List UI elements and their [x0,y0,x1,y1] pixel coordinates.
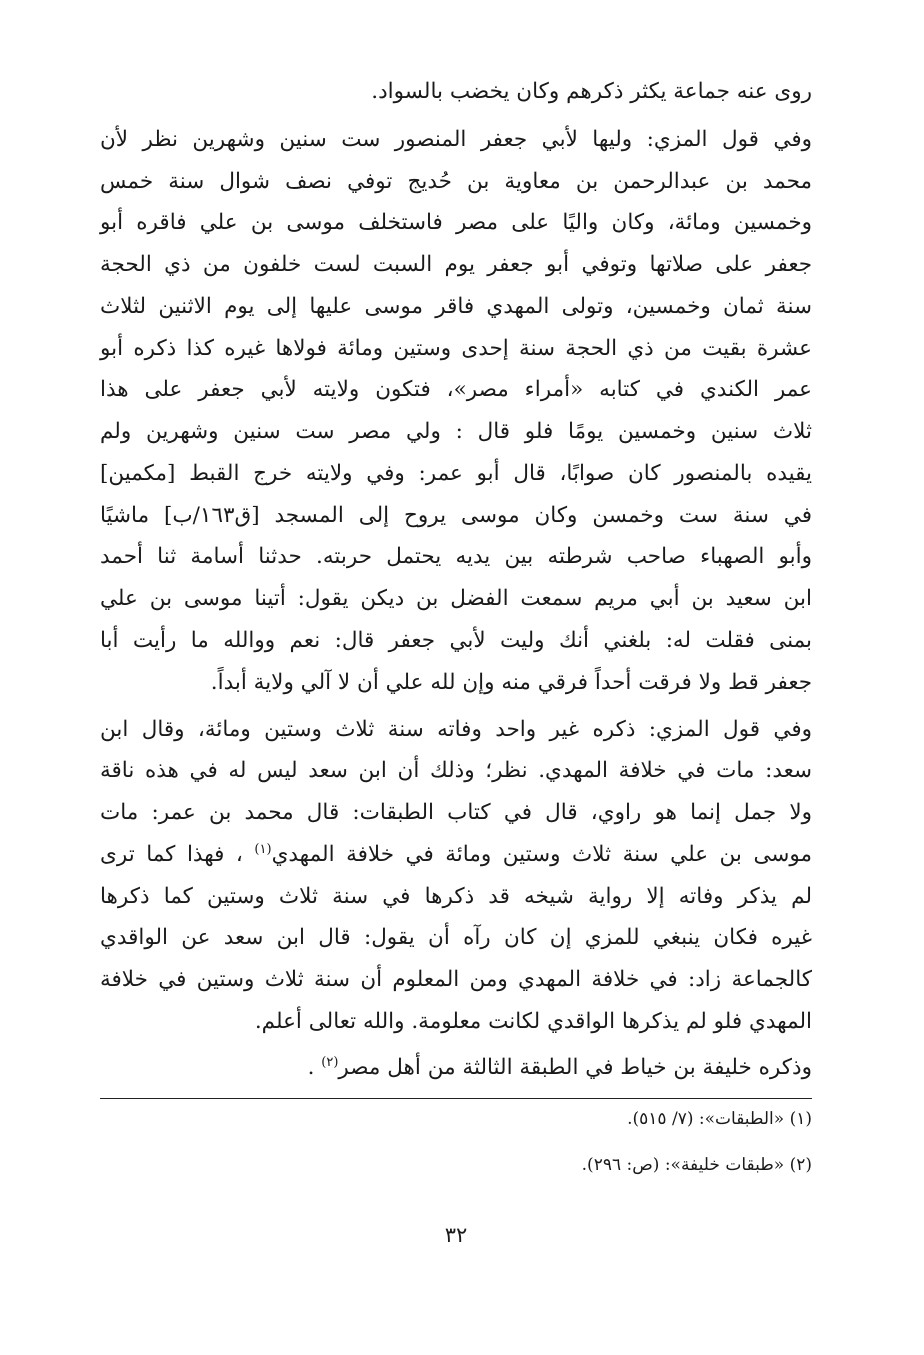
body-line: وفي قول المزي: وليها لأبي جعفر المنصور ست سنين وشهرين نظر لأن [100,127,812,152]
body-line-text: موسى بن علي سنة ثلاث وستين ومائة في خلافة المهدي [271,842,813,867]
body-line: عمر الكندي في كتابه «أمراء مصر»، فتكون ولايته لأبي جعفر على هذا [100,377,812,402]
body-line: محمد بن عبدالرحمن بن معاوية بن حُديج توفي نصف شوال سنة خمس [100,169,812,194]
body-line: يقيده بالمنصور كان صوابًا، قال أبو عمر: وفي ولايته خرج القبط [مكمين] [100,461,812,486]
body-line-with-note [100,1046,812,1090]
body-line: روى عنه جماعة يكثر ذكرهم وكان يخضب بالسواد. [371,79,812,104]
body-line-text: ، فهذا كما ترى [100,842,243,867]
body-line: وفي قول المزي: ذكره غير واحد وفاته سنة ثلاث وستين ومائة، وقال ابن [100,717,812,742]
body-line: جعفر قط ولا فرقت أحداً فرقي منه وإن لله علي أن لا آلي ولاية أبداً. [210,670,812,695]
body-line: سعد: مات في خلافة المهدي. نظر؛ وذلك أن ابن سعد ليس له في هذه ناقة [100,758,812,783]
footnote-marker: (٢) [321,1054,339,1070]
body-line-text: . [307,1055,315,1080]
body-line: سنة ثمان وخمسين، وتولى المهدي فاقر موسى عليها إلى يوم الاثنين لثلاث [100,294,812,319]
body-line: غيره فكان ينبغي للمزي إن كان رآه أن يقول: قال ابن سعد عن الواقدي [100,925,812,950]
body-line: كالجماعة زاد: في خلافة المهدي ومن المعلوم أن سنة ثلاث وستين في خلافة [100,967,812,992]
body-line: لم يذكر وفاته إلا رواية شيخه قد ذكرها في سنة ثلاث وستين كما ذكرها [100,884,812,909]
footnote: (١) «الطبقات»: (٧/ ٥١٥). [627,1109,812,1129]
body-line: المهدي فلو لم يذكرها الواقدي لكانت معلومة. والله تعالى أعلم. [254,1009,812,1034]
body-line: عشرة بقيت من ذي الحجة سنة إحدى وستين ومائة فولاها غيره كذا ذكره أبو [100,336,812,361]
body-line: بمنى فقلت له: بلغني أنك وليت لأبي جعفر قال: نعم ووالله ما رأيت أبا [100,628,812,653]
body-line: وخمسين ومائة، وكان واليًا على مصر فاستخلف موسى بن علي فاقره أبو [100,210,812,235]
page-number: ٣٢ [444,1223,468,1247]
footnote-marker: (١) [254,841,272,857]
footnote-divider [100,1098,812,1099]
body-line: في سنة ست وخمسن وكان موسى يروح إلى المسجد [ق١٦٣/ب] ماشيًا [100,503,812,528]
body-line-text: وذكره خليفة بن خياط في الطبقة الثالثة من أهل مصر [338,1055,812,1080]
body-line: ولا جمل إنما هو راوي، قال في كتاب الطبقات: قال محمد بن عمر: مات [100,800,812,825]
body-line: ثلاث سنين وخمسين يومًا فلو قال : ولي مصر ست سنين وشهرين ولم [100,419,812,444]
body-line: وأبو الصهباء صاحب شرطته بين يديه يحتمل حربته. حدثنا أسامة ثنا أحمد [100,544,812,569]
body-line: جعفر على صلاتها وتوفي أبو جعفر يوم السبت لست خلفون من ذي الحجة [100,252,812,277]
body-line: ابن سعيد بن أبي مريم سمعت الفضل بن ديكن يقول: أتينا موسى بن علي [100,586,812,611]
document-page [100,70,812,1270]
body-line-with-note [100,833,812,877]
footnote: (٢) «طبقات خليفة»: (ص: ٢٩٦). [581,1155,812,1175]
